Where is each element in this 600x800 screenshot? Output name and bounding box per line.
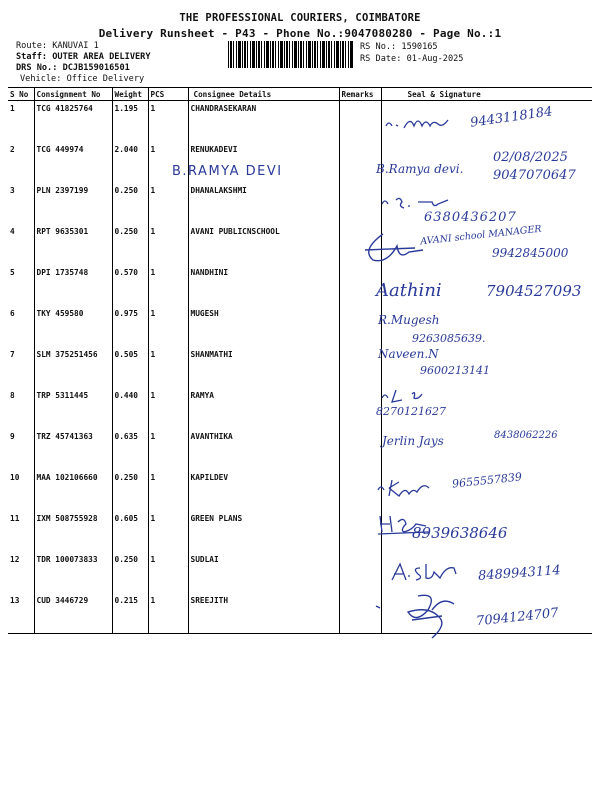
cell-consignee: AVANTHIKA xyxy=(188,429,339,470)
cell-consignment: TRP 5311445 xyxy=(34,388,112,429)
cell-weight: 0.440 xyxy=(112,388,148,429)
cell-pcs: 1 xyxy=(148,265,188,306)
cell-consignment: IXM 508755928 xyxy=(34,511,112,552)
cell-pcs: 1 xyxy=(148,388,188,429)
col-header-pcs: PCS xyxy=(148,88,188,101)
cell-consignee: SUDLAI xyxy=(188,552,339,593)
cell-sno: 13 xyxy=(8,593,34,634)
col-header-sno: S No xyxy=(8,88,34,101)
table-row xyxy=(8,306,592,347)
cell-weight: 0.250 xyxy=(112,470,148,511)
name-row-5: Aathini xyxy=(376,280,442,301)
vehicle-label: Vehicle: Office Delivery xyxy=(20,74,145,84)
cell-consignee: SREEJITH xyxy=(188,593,339,634)
cell-consignment: PLN 2397199 xyxy=(34,183,112,224)
cell-consignee: RAMYA xyxy=(188,388,339,429)
cell-consignment: MAA 102106660 xyxy=(34,470,112,511)
cell-remarks xyxy=(339,347,381,388)
route-label: Route: KANUVAI 1 xyxy=(16,41,99,51)
cell-sno: 6 xyxy=(8,306,34,347)
signature-row-1 xyxy=(382,112,472,136)
cell-weight: 0.605 xyxy=(112,511,148,552)
cell-weight: 0.250 xyxy=(112,552,148,593)
company-title: THE PROFESSIONAL COURIERS, COIMBATORE xyxy=(179,12,421,24)
cell-pcs: 1 xyxy=(148,470,188,511)
date-row-2: 02/08/2025 xyxy=(493,150,568,165)
cell-sno: 7 xyxy=(8,347,34,388)
cell-consignee: GREEN PLANS xyxy=(188,511,339,552)
col-header-consignee: Consignee Details xyxy=(188,88,339,101)
cell-sno: 1 xyxy=(8,101,34,142)
cell-remarks xyxy=(339,183,381,224)
cell-pcs: 1 xyxy=(148,224,188,265)
cell-sno: 3 xyxy=(8,183,34,224)
phone-row-1: 9443118184 xyxy=(469,104,554,131)
cell-consignment: RPT 9635301 xyxy=(34,224,112,265)
cell-weight: 0.250 xyxy=(112,224,148,265)
cell-consignment: TCG 449974 xyxy=(34,142,112,183)
cell-consignment: DPI 1735748 xyxy=(34,265,112,306)
cell-consignee: CHANDRASEKARAN xyxy=(188,101,339,142)
cell-consignee: SHANMATHI xyxy=(188,347,339,388)
cell-remarks xyxy=(339,101,381,142)
cell-pcs: 1 xyxy=(148,552,188,593)
col-header-consignment: Consignment No xyxy=(34,88,112,101)
col-header-seal: Seal & Signature xyxy=(381,88,592,101)
cell-pcs: 1 xyxy=(148,306,188,347)
phone-row-2: 9047070647 xyxy=(493,168,576,183)
cell-weight: 0.250 xyxy=(112,183,148,224)
cell-weight: 0.505 xyxy=(112,347,148,388)
table-row xyxy=(8,347,592,388)
phone-row-11: 8939638646 xyxy=(412,524,508,542)
cell-remarks xyxy=(339,429,381,470)
cell-consignee: DHANALAKSHMI xyxy=(188,183,339,224)
printed-name-row-2: B.RAMYA DEVI xyxy=(172,164,283,179)
cell-pcs: 1 xyxy=(148,429,188,470)
cell-weight: 0.975 xyxy=(112,306,148,347)
phone-row-10: 9655557839 xyxy=(451,470,523,491)
cell-consignment: TKY 459580 xyxy=(34,306,112,347)
signature-row-12 xyxy=(386,560,478,586)
phone-row-7: 9600213141 xyxy=(420,364,490,377)
cell-pcs: 1 xyxy=(148,142,188,183)
staff-label: Staff: OUTER AREA DELIVERY xyxy=(16,52,151,62)
cell-sno: 2 xyxy=(8,142,34,183)
cell-consignment: TRZ 45741363 xyxy=(34,429,112,470)
cell-pcs: 1 xyxy=(148,347,188,388)
phone-row-3: 6380436207 xyxy=(424,210,517,225)
cell-consignee: RENUKADEVI xyxy=(188,142,339,183)
signature-row-4 xyxy=(355,230,425,266)
cell-weight: 1.195 xyxy=(112,101,148,142)
runsheet-subtitle: Delivery Runsheet - P43 - Phone No.:9047080280 - Page No.:1 xyxy=(98,27,502,40)
cell-remarks xyxy=(339,470,381,511)
phone-row-12: 8489943114 xyxy=(477,563,562,584)
cell-pcs: 1 xyxy=(148,593,188,634)
cell-consignee: NANDHINI xyxy=(188,265,339,306)
phone-row-4: 9942845000 xyxy=(492,246,569,260)
col-header-remarks: Remarks xyxy=(339,88,381,101)
cell-weight: 0.215 xyxy=(112,593,148,634)
cell-remarks xyxy=(339,265,381,306)
cell-sno: 8 xyxy=(8,388,34,429)
phone-row-13: 7094124707 xyxy=(475,605,560,630)
cell-sno: 9 xyxy=(8,429,34,470)
cell-consignee: AVANI PUBLICNSCHOOL xyxy=(188,224,339,265)
cell-sno: 5 xyxy=(8,265,34,306)
cell-weight: 2.040 xyxy=(112,142,148,183)
name-row-2: B.Ramya devi. xyxy=(376,162,464,176)
signature-row-13 xyxy=(372,590,482,640)
cell-consignment: CUD 3446729 xyxy=(34,593,112,634)
cell-sno: 4 xyxy=(8,224,34,265)
drs-number: DRS No.: DCJB159016501 xyxy=(16,63,130,73)
cell-sno: 10 xyxy=(8,470,34,511)
cell-consignment: TCG 41825764 xyxy=(34,101,112,142)
cell-sno: 11 xyxy=(8,511,34,552)
cell-weight: 0.570 xyxy=(112,265,148,306)
col-header-weight: Weight xyxy=(112,88,148,101)
phone-row-5: 7904527093 xyxy=(486,282,582,300)
name-row-6: R.Mugesh xyxy=(378,313,440,327)
rs-date: RS Date: 01-Aug-2025 xyxy=(360,54,464,64)
cell-consignee: MUGESH xyxy=(188,306,339,347)
phone-row-8: 8270121627 xyxy=(376,405,446,418)
barcode xyxy=(228,41,354,68)
rs-number: RS No.: 1590165 xyxy=(360,42,438,52)
cell-pcs: 1 xyxy=(148,511,188,552)
phone-row-6: 9263085639. xyxy=(412,332,486,345)
cell-pcs: 1 xyxy=(148,101,188,142)
cell-consignee: KAPILDEV xyxy=(188,470,339,511)
phone-row-9: 8438062226 xyxy=(494,430,558,441)
cell-weight: 0.635 xyxy=(112,429,148,470)
table-row xyxy=(8,388,592,429)
table-header-row xyxy=(8,88,592,101)
cell-remarks xyxy=(339,552,381,593)
name-row-7: Naveen.N xyxy=(378,347,439,361)
cell-remarks xyxy=(339,142,381,183)
cell-consignment: TDR 100073833 xyxy=(34,552,112,593)
cell-remarks xyxy=(339,388,381,429)
cell-consignment: SLM 375251456 xyxy=(34,347,112,388)
name-row-9: Jerlin Jays xyxy=(382,434,444,448)
note-row-4: AVANI school MANAGER xyxy=(419,223,543,248)
signature-row-8 xyxy=(380,386,440,406)
cell-sno: 12 xyxy=(8,552,34,593)
signature-row-10 xyxy=(376,476,442,500)
cell-remarks xyxy=(339,306,381,347)
cell-pcs: 1 xyxy=(148,183,188,224)
